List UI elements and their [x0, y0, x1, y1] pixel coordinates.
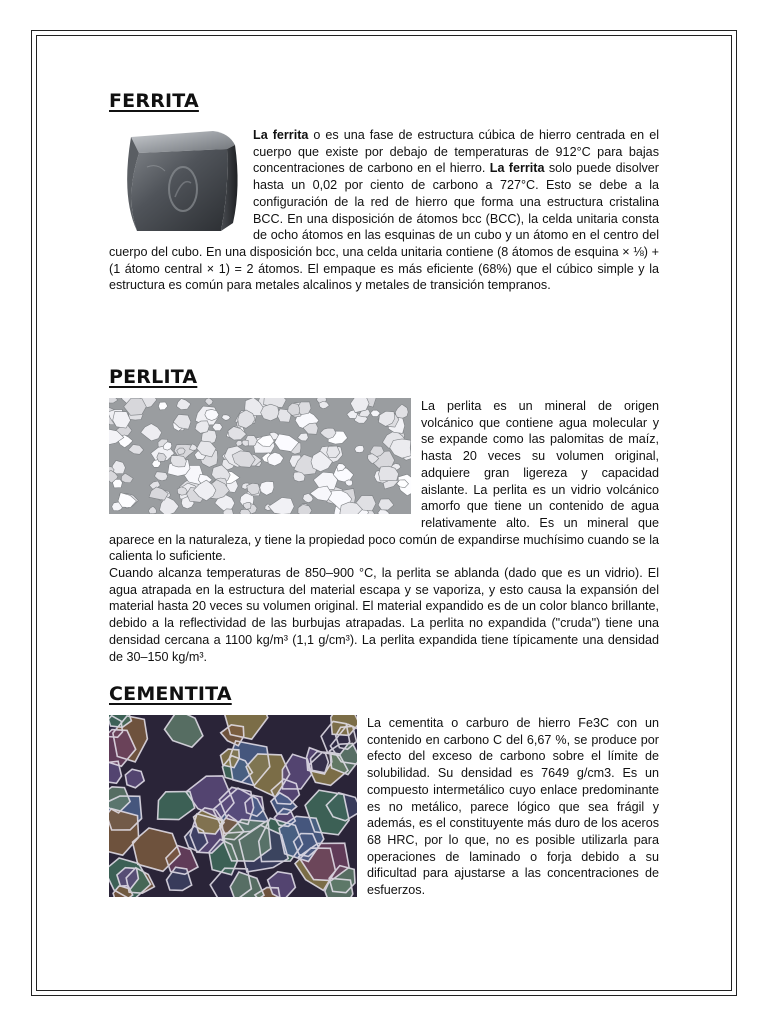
section-ferrita [109, 90, 659, 294]
perlita-text-1: La perlita es un mineral de origen volcánico que contiene agua molecular y se expande como las palomitas de maíz, hasta 20 veces su volumen original, adquiere gran ligereza y capacidad aislante. La perlita es un vidrio volcánico amorfo que tiene un contenido de agua relativamente alto. Es un mineral que aparece en la naturaleza, y tiene la propiedad poco común de expandirse muchísimo cuando se la calienta lo suficiente. [109, 399, 659, 564]
cementite-micrograph-image [109, 715, 357, 897]
paragraph-perlita [109, 398, 659, 665]
ferrita-text-1: o es una fase de estructura cúbica de hierro centrada en el cuerpo que existe por debajo de temperaturas de 912°C para bajas concentraciones de carbono en el hierro. [253, 128, 659, 176]
paragraph-cementita [109, 715, 659, 899]
section-cementita [109, 683, 659, 899]
ferrita-text-2: solo puede disolver hasta un 0,02 por ciento de carbono a 727°C. Esto se debe a la configuración de la red de hierro que forma una estructura cristalina BCC. En una disposición de átomos bcc (BCC), la celda unitaria consta de ocho átomos en las esquinas de un cubo y un átomo en el centro del cuerpo del cubo. En una disposición bcc, una celda unitaria contiene (8 átomos de esquina × ⅛) + (1 átomo central × 1) = 2 átomos. El empaque es más eficiente (68%) que el cúbico simple y la estructura es común para metales alcalinos y metales de transición tempranos. [109, 161, 660, 293]
ferrita-bold-term-1: La ferrita [253, 128, 309, 142]
perlite-granules-image [109, 398, 411, 514]
cementita-text-1: La cementita o carburo de hierro Fe3C con un contenido en carbono C del 6,67 %, se produce por efecto del exceso de carbono sobre el límite de solubilidad. Su densidad es 7649 g/cm3. Es un compuesto intermetálico cuyo enlace predominante es no metálico, parece lógico que sea frágil y además, es el constituyente más duro de los aceros 68 HRC, por lo que, no es posible utilizarla para operaciones de laminado o forja debido a su dificultad para ajustarse a las concentraciones de esfuerzos. [367, 716, 659, 898]
paragraph-ferrita [109, 127, 659, 294]
section-perlita [109, 366, 659, 665]
section-title-ferrita: FERRITA [109, 90, 199, 112]
ferrite-metal-block-image [117, 127, 245, 235]
ferrita-bold-term-2: La ferrita [489, 161, 545, 176]
section-title-cementita: CEMENTITA [109, 683, 232, 705]
perlita-text-2: Cuando alcanza temperaturas de 850–900 °C, la perlita se ablanda (dado que es un vidrio). El agua atrapada en la estructura del material escapa y se vaporiza, y esto causa la expansión del material hasta 20 veces su volumen original. El material expandido es de un color blanco brillante, debido a la reflectividad de las burbujas atrapadas. La perlita no expandida ("cruda") tiene una densidad cercana a 1100 kg/m³ (1,1 g/cm³). La perlita expandida tiene típicamente una densidad de 30–150 kg/m³. [109, 566, 659, 664]
section-title-perlita: PERLITA [109, 366, 198, 388]
